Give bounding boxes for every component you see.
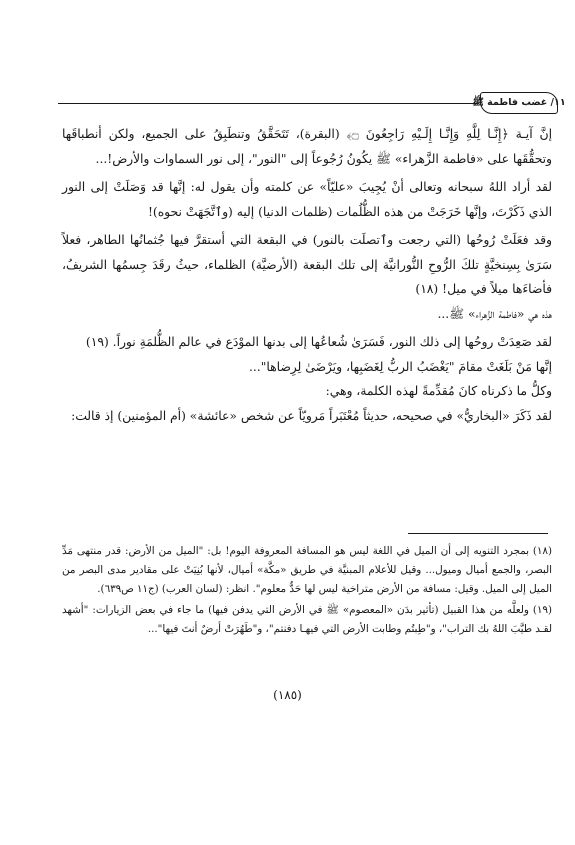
footnote: (١٩) ولعلَّه من هذا القبيل (تأثير بدَن «المعصوم» ﷺ في الأرض التي يدفن فيها) ما جاء في بعض الزيارات: "أشهد لقـد طيَّبَ اللهُ بك التراب"، و"طِبتُم وطابت الأرض التي فيهـا دفنتم"، و"طَهُرَتْ أرضٌ أنتَ فيها"... [62, 604, 552, 635]
header-rule [58, 103, 478, 104]
paragraph: إنَّها مَنْ بَلَغَتْ مقامَ "يَغْضَبُ الربُّ لِغَضَبِها، ويَرْضَىٰ لِرِضاها"... [248, 359, 552, 374]
paragraph: إنَّ آيـة ﴿إِنَّـا لِلَّهِ وَإِنَّـا إِلَـيْهِ رَاجِعُونَ ۝﴾ (البقرة)، تَتَحَقَّقُ وتنطَبِقُ على الجميع، ولكن أنطباقَها وتحقُّقَها على «فاطمة الزَّهراء» ﷺ يكُونُ رُجُوعاً إلى "النور"، إلى نور السماوات والأرض!... [62, 127, 552, 166]
main-text [62, 122, 552, 428]
footnote-divider [408, 533, 548, 534]
footnotes [62, 542, 552, 641]
paragraph: لقد أراد اللهُ سبحانه وتعالى أنْ يُجِيبَ «عليّاً» عن كلمته وأن يقول له: إنَّها قد وَصَلَتْ إلى النور الذي ذَكَرْتَ، وإنَّها خَرَجَتْ من هذه الظُّلُمات (ظلمات الدنيا) إليه (وٱتَّجَهَتْ نحوه)! [62, 180, 552, 219]
paragraph: لقد ذَكَرَ «البخاريُّ» في صحيحه، حديثاً مُعْتَبَراً مَرويّاً عن شخص «عائشة» (أم المؤمنين) إذ قالت: [71, 408, 552, 423]
paragraph: هذه هي «فاطمة الزَّهراء» ﷺ... [437, 306, 552, 321]
running-title: ١١/ غضب فاطمة ﷺ [480, 92, 558, 114]
footnote: (١٨) بمجرد التنويه إلى أن الميل في اللغة ليس هو المسافة المعروفة اليوم! بل: "الميل من الأرض: قدر منتهى مَدِّ البصر، والجمع أميال وميول... وقيل للأعلام المبنيَّة في طريق «مكَّة» أميال، لأنها بُنِيَتْ على مقادير مدى البصر من الميل إلى الميل. وقيل: مسافة من الأرض متراخية ليس لها حَدٌّ معلوم". انظر: (لسان العرب) (ج١١ ص٦٣٩). [62, 545, 552, 595]
paragraph: وقد فعَلَتْ رُوحُها (التي رجعت وٱتصلَت بالنور) في البقعة التي أستقرَّ فيها جُثمانُها الطاهر، فعلاً سَرَىٰ بِسِنخيَّةٍ تلكَ الرُّوحِ النُّورانيَّة إلى تلك البقعة (الأرضيَّة) الظلماء، حيثُ رقَدَ جِسمُها الشريفُ، فأضاءَها ميلاً في ميل! (١٨) [62, 233, 552, 296]
paragraph: وكلُّ ما ذكرناه كانَ مُقدِّمةً لهذه الكلمة، وهي: [325, 384, 552, 398]
page-number: (١٨٥) [273, 688, 302, 702]
paragraph: لقد صَعِدَتْ روحُها إلى ذلك النور، فَسَرَىٰ شُعاعُها إلى بدنها الموْدَع في عالم الظُّلمَةِ نوراً. (١٩) [85, 335, 552, 349]
